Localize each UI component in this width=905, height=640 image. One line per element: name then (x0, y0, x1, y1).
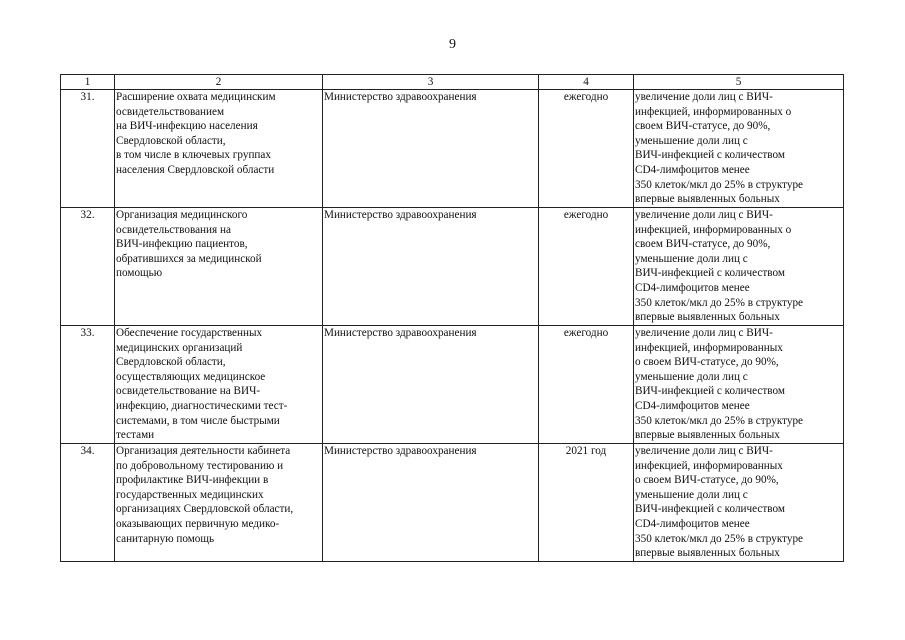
activity-line: по добровольному тестированию и (116, 459, 284, 472)
result-line: увеличение доли лиц с ВИЧ- (635, 327, 773, 339)
result-line: о своем ВИЧ-статусе, до 90%, (635, 356, 779, 369)
result-line: ВИЧ-инфекцией с количеством (635, 385, 785, 398)
result-line: увеличение доли лиц с ВИЧ- (635, 445, 773, 457)
result-line: ВИЧ-инфекцией с количеством (635, 267, 785, 280)
term-cell: 2021 год (539, 444, 634, 562)
term-cell: ежегодно (539, 90, 634, 208)
result-line: CD4-лимфоцитов менее (635, 399, 750, 412)
table-row (61, 326, 844, 444)
activity-line: осуществляющих медицинское (116, 370, 266, 383)
result-line: впервые выявленных больных (635, 429, 780, 442)
activity-line: Обеспечение государственных (116, 327, 263, 339)
result-line: о своем ВИЧ-статусе, до 90%, (635, 474, 779, 487)
result-line: CD4-лимфоцитов менее (635, 281, 750, 294)
executor-cell: Министерство здравоохранения (323, 90, 539, 208)
result-cell (634, 326, 844, 444)
result-line: инфекцией, информированных о (635, 223, 792, 236)
result-line: уменьшение доли лиц с (635, 488, 748, 501)
activity-line: освидетельствования на (116, 223, 231, 236)
result-line: уменьшение доли лиц с (635, 252, 748, 265)
header-col-3: 3 (323, 75, 539, 90)
result-line: впервые выявленных больных (635, 547, 780, 560)
row-number: 32. (61, 208, 115, 326)
table-header-row (61, 75, 844, 90)
activity-line: Свердловской области, (116, 356, 226, 369)
activity-line: на ВИЧ-инфекцию населения (116, 120, 258, 133)
activity-line: государственных медицинских (116, 488, 264, 501)
result-line: 350 клеток/мкл до 25% в структуре (635, 532, 804, 545)
result-line: CD4-лимфоцитов менее (635, 517, 750, 530)
activity-line: Организация деятельности кабинета (116, 445, 291, 457)
result-line: ВИЧ-инфекцией с количеством (635, 503, 785, 516)
result-line: ВИЧ-инфекцией с количеством (635, 149, 785, 162)
activity-line: системами, в том числе быстрыми (116, 414, 280, 427)
result-line: впервые выявленных больных (635, 193, 780, 206)
result-line: увеличение доли лиц с ВИЧ- (635, 209, 773, 221)
result-line: уменьшение доли лиц с (635, 134, 748, 147)
activity-line: профилактике ВИЧ-инфекции в (116, 474, 269, 487)
activity-line: населения Свердловской области (116, 163, 275, 176)
activity-line: Расширение охвата медицинским (116, 91, 276, 103)
activity-cell (115, 208, 323, 326)
activity-line: Организация медицинского (116, 209, 248, 221)
activity-cell (115, 90, 323, 208)
activity-line: Свердловской области, (116, 134, 226, 147)
header-col-1: 1 (61, 75, 115, 90)
activity-cell (115, 444, 323, 562)
activity-line: помощью (116, 267, 163, 280)
result-line: 350 клеток/мкл до 25% в структуре (635, 296, 804, 309)
plan-table (60, 74, 844, 562)
executor-cell: Министерство здравоохранения (323, 326, 539, 444)
page-number: 9 (449, 37, 456, 52)
table-row (61, 444, 844, 562)
activity-line: оказывающих первичную медико- (116, 517, 280, 530)
activity-line: санитарную помощь (116, 532, 215, 545)
executor-cell: Министерство здравоохранения (323, 444, 539, 562)
activity-line: тестами (116, 429, 155, 442)
activity-line: инфекцию, диагностическими тест- (116, 399, 288, 412)
result-cell (634, 444, 844, 562)
term-cell: ежегодно (539, 326, 634, 444)
table-row (61, 208, 844, 326)
activity-line: медицинских организаций (116, 341, 243, 354)
activity-line: освидетельствование на ВИЧ- (116, 385, 261, 398)
result-line: увеличение доли лиц с ВИЧ- (635, 91, 773, 103)
executor-cell: Министерство здравоохранения (323, 208, 539, 326)
row-number: 34. (61, 444, 115, 562)
result-line: 350 клеток/мкл до 25% в структуре (635, 178, 804, 191)
result-line: CD4-лимфоцитов менее (635, 163, 750, 176)
activity-cell (115, 326, 323, 444)
result-cell (634, 208, 844, 326)
result-line: своем ВИЧ-статусе, до 90%, (635, 238, 771, 251)
result-cell (634, 90, 844, 208)
activity-line: ВИЧ-инфекцию пациентов, (116, 238, 248, 251)
row-number: 31. (61, 90, 115, 208)
activity-line: организациях Свердловской области, (116, 503, 294, 516)
result-line: 350 клеток/мкл до 25% в структуре (635, 414, 804, 427)
row-number: 33. (61, 326, 115, 444)
header-col-5: 5 (634, 75, 844, 90)
result-line: впервые выявленных больных (635, 311, 780, 324)
result-line: уменьшение доли лиц с (635, 370, 748, 383)
table-row (61, 90, 844, 208)
activity-line: освидетельствованием (116, 105, 225, 118)
result-line: инфекцией, информированных (635, 341, 783, 354)
header-col-4: 4 (539, 75, 634, 90)
result-line: своем ВИЧ-статусе, до 90%, (635, 120, 771, 133)
activity-line: обратившихся за медицинской (116, 252, 262, 265)
result-line: инфекцией, информированных о (635, 105, 792, 118)
term-cell: ежегодно (539, 208, 634, 326)
result-line: инфекцией, информированных (635, 459, 783, 472)
activity-line: в том числе в ключевых группах (116, 149, 271, 162)
header-col-2: 2 (115, 75, 323, 90)
